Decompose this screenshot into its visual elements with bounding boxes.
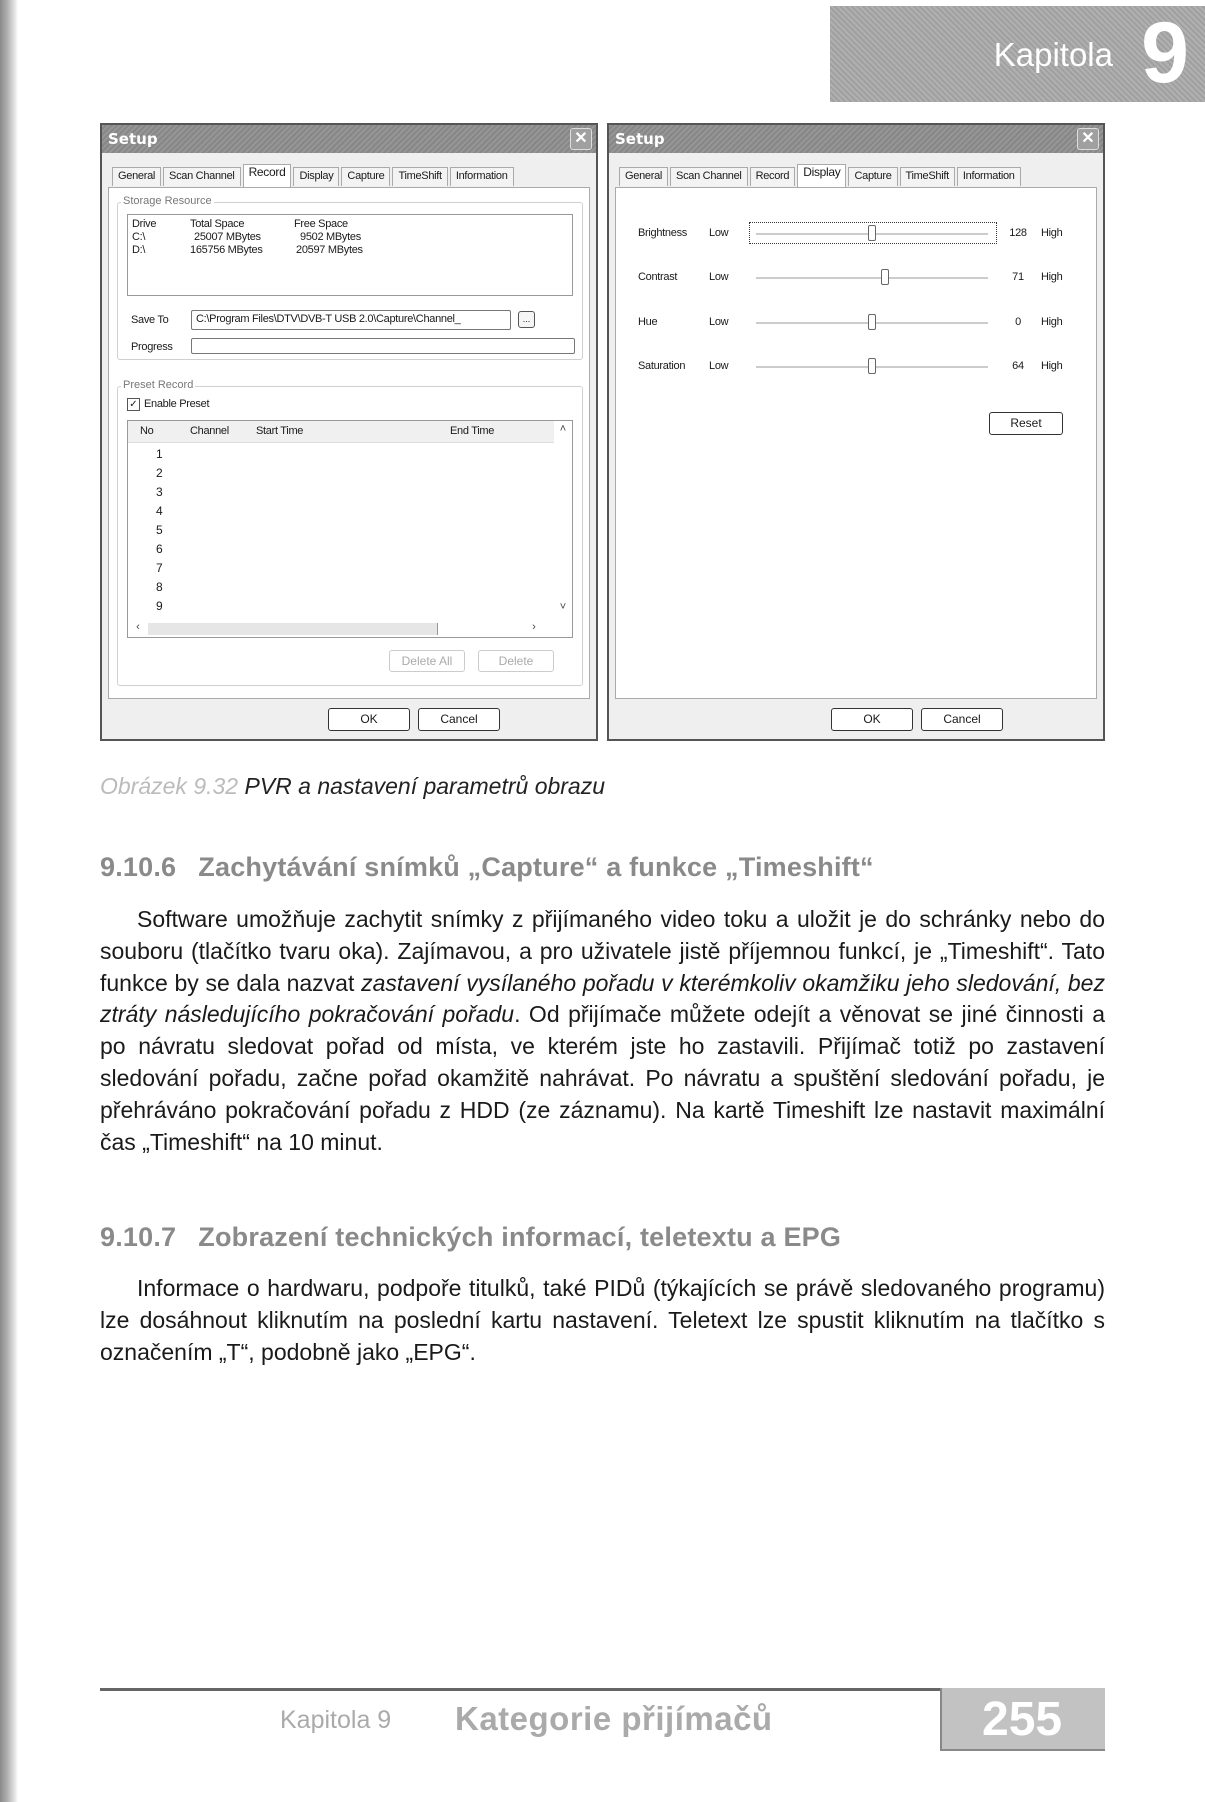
reset-button[interactable]: Reset	[989, 412, 1063, 435]
figure-caption-text: PVR a nastavení parametrů obrazu	[244, 773, 606, 799]
dialog-title: Setup	[108, 130, 158, 148]
enable-preset-label[interactable]: Enable Preset	[144, 398, 210, 410]
tab-capture[interactable]: Capture	[848, 167, 897, 186]
scroll-up-icon[interactable]: ˄	[559, 423, 567, 435]
delete-button[interactable]: Delete	[478, 650, 554, 672]
footer-chapter: Kapitola 9	[280, 1706, 392, 1734]
slider-value: 128	[1009, 227, 1027, 239]
delete-all-button[interactable]: Delete All	[389, 650, 465, 672]
hue-slider-row	[616, 311, 1096, 335]
save-to-label: Save To	[131, 314, 169, 326]
slider-thumb[interactable]	[868, 314, 876, 330]
tab-information[interactable]: Information	[450, 167, 514, 186]
tab-timeshift[interactable]: TimeShift	[392, 167, 447, 186]
contrast-slider[interactable]	[756, 277, 988, 279]
tab-general[interactable]: General	[619, 167, 668, 186]
page-number: 255	[982, 1693, 1063, 1746]
tab-general[interactable]: General	[112, 167, 161, 186]
slider-label: Saturation	[638, 360, 686, 372]
contrast-slider-row	[616, 266, 1096, 290]
tab-strip	[609, 153, 1103, 186]
storage-free-d: 20597 MBytes	[296, 244, 363, 256]
list-item[interactable]: 2	[156, 466, 163, 480]
paragraph-text: Software umožňuje zachytit snímky z přijímaného video toku a uložit je do schránky nebo do souboru (tlačítko tvaru oka). Zajímavou, a pro uživatele jistě příjemnou funkcí, je „Timeshift“. Tato funkce by se dala nazvat	[100, 906, 1105, 996]
scroll-down-icon[interactable]: ˅	[559, 601, 567, 613]
section-paragraph	[100, 1273, 1105, 1368]
close-icon[interactable]: ✕	[1077, 128, 1099, 150]
storage-drive-d: D:\	[132, 244, 146, 256]
list-item[interactable]: 7	[156, 561, 163, 575]
slider-label: Brightness	[638, 227, 687, 239]
slider-value: 71	[1012, 271, 1024, 283]
slider-low-label: Low	[709, 360, 729, 372]
col-start-time[interactable]: Start Time	[256, 425, 304, 437]
tab-strip	[102, 153, 596, 186]
enable-preset-checkbox[interactable]: ✓	[127, 398, 140, 411]
list-item[interactable]: 1	[156, 447, 163, 461]
brightness-slider-row	[616, 222, 1096, 246]
tab-scan-channel[interactable]: Scan Channel	[670, 167, 748, 186]
chapter-tab	[830, 6, 1205, 102]
slider-high-label: High	[1041, 360, 1063, 372]
scroll-left-icon[interactable]: ‹	[136, 621, 140, 633]
footer-title: Kategorie přijímačů	[455, 1700, 773, 1737]
scroll-thumb[interactable]	[148, 623, 438, 635]
list-item[interactable]: 6	[156, 542, 163, 556]
slider-low-label: Low	[709, 227, 729, 239]
saturation-slider-row	[616, 355, 1096, 379]
figure-number: Obrázek 9.32	[100, 773, 239, 799]
titlebar	[609, 125, 1103, 153]
storage-total-d: 165756 MBytes	[190, 244, 263, 256]
storage-col-total: Total Space	[190, 218, 245, 230]
scroll-right-icon[interactable]: ›	[532, 621, 536, 633]
progress-bar	[191, 338, 575, 354]
slider-thumb[interactable]	[868, 225, 876, 241]
slider-label: Contrast	[638, 271, 678, 283]
close-icon[interactable]: ✕	[570, 128, 592, 150]
display-panel	[615, 187, 1097, 699]
storage-total-c: 25007 MBytes	[194, 231, 261, 243]
save-to-input[interactable]: C:\Program Files\DTV\DVB-T USB 2.0\Capture\Channel_	[191, 310, 511, 330]
ok-button[interactable]: OK	[831, 708, 913, 731]
list-item[interactable]: 4	[156, 504, 163, 518]
horizontal-scrollbar[interactable]	[128, 620, 556, 637]
storage-col-drive: Drive	[132, 218, 157, 230]
section-number: 9.10.7	[100, 1222, 177, 1252]
col-channel[interactable]: Channel	[190, 425, 229, 437]
col-end-time[interactable]: End Time	[450, 425, 495, 437]
section-title: Zobrazení technických informací, teletextu a EPG	[198, 1222, 842, 1252]
page-number-box	[940, 1688, 1105, 1751]
storage-group-label: Storage Resource	[123, 195, 212, 207]
list-item[interactable]: 3	[156, 485, 163, 499]
progress-label: Progress	[131, 341, 173, 353]
slider-high-label: High	[1041, 316, 1063, 328]
preset-list	[127, 420, 573, 638]
cancel-button[interactable]: Cancel	[921, 708, 1003, 731]
storage-drive-c: C:\	[132, 231, 146, 243]
record-panel	[108, 187, 590, 699]
paragraph-text-end: . Od přijímače můžete odejít a věnovat se jiné činnosti a po návratu sledovat pořad od místa, ve kterém jste ho zastavili. Přijímač totiž po zastavení sledování pořadu, začne pořad okamžitě nahrávat. Po návratu a spuštění sledování pořadu, je přehráváno pokračování pořadu z HDD (ze záznamu). Na kartě Timeshift lze nastavit maximální čas „Timeshift“ na 10 minut.	[100, 1001, 1105, 1155]
slider-value: 0	[1015, 316, 1021, 328]
cancel-button[interactable]: Cancel	[418, 708, 500, 731]
storage-free-c: 9502 MBytes	[300, 231, 361, 243]
list-item[interactable]: 5	[156, 523, 163, 537]
tab-display[interactable]: Display	[293, 167, 339, 186]
slider-label: Hue	[638, 316, 658, 328]
dialog-title: Setup	[615, 130, 665, 148]
storage-list	[127, 214, 573, 296]
ok-button[interactable]: OK	[328, 708, 410, 731]
preset-list-header	[128, 421, 554, 443]
tab-record[interactable]: Record	[750, 167, 796, 186]
preset-group-label: Preset Record	[123, 379, 194, 391]
tab-record[interactable]: Record	[243, 164, 292, 187]
chapter-number: 9	[1141, 5, 1189, 101]
slider-value: 64	[1012, 360, 1024, 372]
slider-thumb[interactable]	[868, 358, 876, 374]
setup-dialog-record	[100, 123, 598, 741]
titlebar	[102, 125, 596, 153]
footer-rule	[100, 1688, 940, 1691]
list-item[interactable]: 8	[156, 580, 163, 594]
tab-display[interactable]: Display	[797, 164, 846, 187]
paragraph-italic-text: zastavení vysílaného pořadu v kterémkoliv okamžiku jeho sledování, bez ztráty následujícího pokračování pořadu	[100, 969, 1105, 1028]
section-heading-9-10-6	[100, 852, 874, 883]
section-title: Zachytávání snímků „Capture“ a funkce „Timeshift“	[198, 852, 874, 882]
vertical-scrollbar[interactable]	[555, 421, 572, 619]
tab-information[interactable]: Information	[957, 167, 1021, 186]
slider-high-label: High	[1041, 271, 1063, 283]
tab-scan-channel[interactable]: Scan Channel	[163, 167, 241, 186]
browse-button[interactable]: ...	[518, 311, 535, 328]
figure-caption	[100, 773, 605, 800]
book-spine-shadow	[0, 0, 18, 1802]
paragraph-text: Informace o hardwaru, podpoře titulků, také PIDů (týkajících se právě sledovaného programu) lze dosáhnout kliknutím na poslední kartu nastavení. Teletext lze spustit kliknutím na tlačítko s označením „T“, podobně jako „EPG“.	[100, 1275, 1105, 1365]
setup-dialog-display	[607, 123, 1105, 741]
slider-high-label: High	[1041, 227, 1063, 239]
chapter-word: Kapitola	[993, 36, 1113, 73]
section-paragraph	[100, 904, 1105, 1158]
section-heading-9-10-7	[100, 1222, 841, 1253]
tab-timeshift[interactable]: TimeShift	[900, 167, 955, 186]
slider-low-label: Low	[709, 316, 729, 328]
list-item[interactable]: 9	[156, 599, 163, 613]
col-no[interactable]: No	[140, 425, 154, 437]
section-number: 9.10.6	[100, 852, 177, 882]
slider-low-label: Low	[709, 271, 729, 283]
storage-col-free: Free Space	[294, 218, 348, 230]
tab-capture[interactable]: Capture	[341, 167, 390, 186]
slider-thumb[interactable]	[881, 269, 889, 285]
